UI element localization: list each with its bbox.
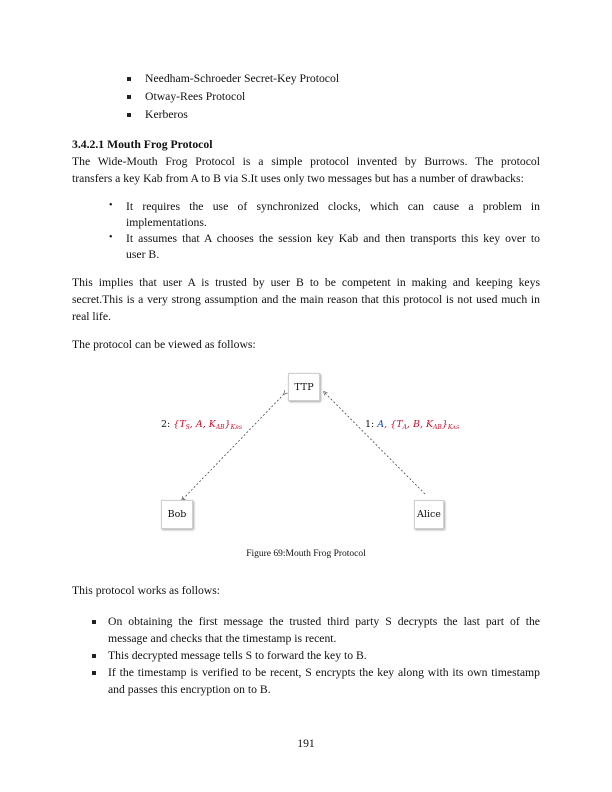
list-item: If the timestamp is verified to be recent, S encrypts the key along with its own timestamp [108,666,540,679]
list-item: On obtaining the first message the trusted third party S decrypts the last part of the [108,615,540,628]
list-item: Needham-Schroeder Secret-Key Protocol [145,72,340,85]
ttp-node: TTP [288,373,320,401]
section-heading: 3.4.2.1 Mouth Frog Protocol [72,138,213,151]
list-item: implementations. [126,216,207,229]
paragraph-line: This protocol works as follows: [72,584,221,597]
paragraph-line: The protocol can be viewed as follows: [72,338,256,351]
intro-line: transfers a key Kab from A to B via S.It uses only two messages but has a number of drawbacks: [72,172,524,185]
message-2-prefix: 2: [161,419,171,430]
message-1-label: 1: A, {$T_A$, B, $K_{AB}\}_{KAS}$ [365,419,460,431]
list-item: message and checks that the timestamp is recent. [108,632,337,645]
paragraph-line: secret.This is a very strong assumption and the main reason that this protocol is not used much in [72,293,540,306]
paragraph-line: This implies that user A is trusted by user B to be competent in making and keeping keys [72,276,540,289]
intro-line: The Wide-Mouth Frog Protocol is a simple protocol invented by Burrows. The protocol [72,155,540,168]
message-1-prefix: 1: [365,419,375,430]
message-2-label: 2: {$T_S$, A, $K_{AB}\}_{KBS}$ [161,419,243,431]
list-item: Otway-Rees Protocol [145,90,246,103]
list-item: user B. [126,248,160,261]
list-item: Kerberos [145,108,188,121]
bullet-square-icon [92,654,96,658]
list-item: It assumes that A chooses the session key Kab and then transports this key over to [126,232,540,245]
arrow-alice-ttp [324,392,425,494]
paragraph-line: real life. [72,310,111,323]
figure-caption: Figure 69:Mouth Frog Protocol [246,549,366,559]
list-item: This decrypted message tells S to forward the key to B. [108,649,367,662]
page-number: 191 [297,737,315,750]
arrow-ttp-bob [182,394,284,500]
bullet-dot-icon: • [109,200,113,211]
list-item: It requires the use of synchronized clocks, which can cause a problem in [126,200,540,213]
bullet-square-icon [92,671,96,675]
bob-node: Bob [161,500,193,529]
list-item: and passes this encryption on to B. [108,683,271,696]
bullet-square-icon [92,620,96,624]
alice-node: Alice [414,500,444,529]
bullet-dot-icon: • [109,232,113,243]
